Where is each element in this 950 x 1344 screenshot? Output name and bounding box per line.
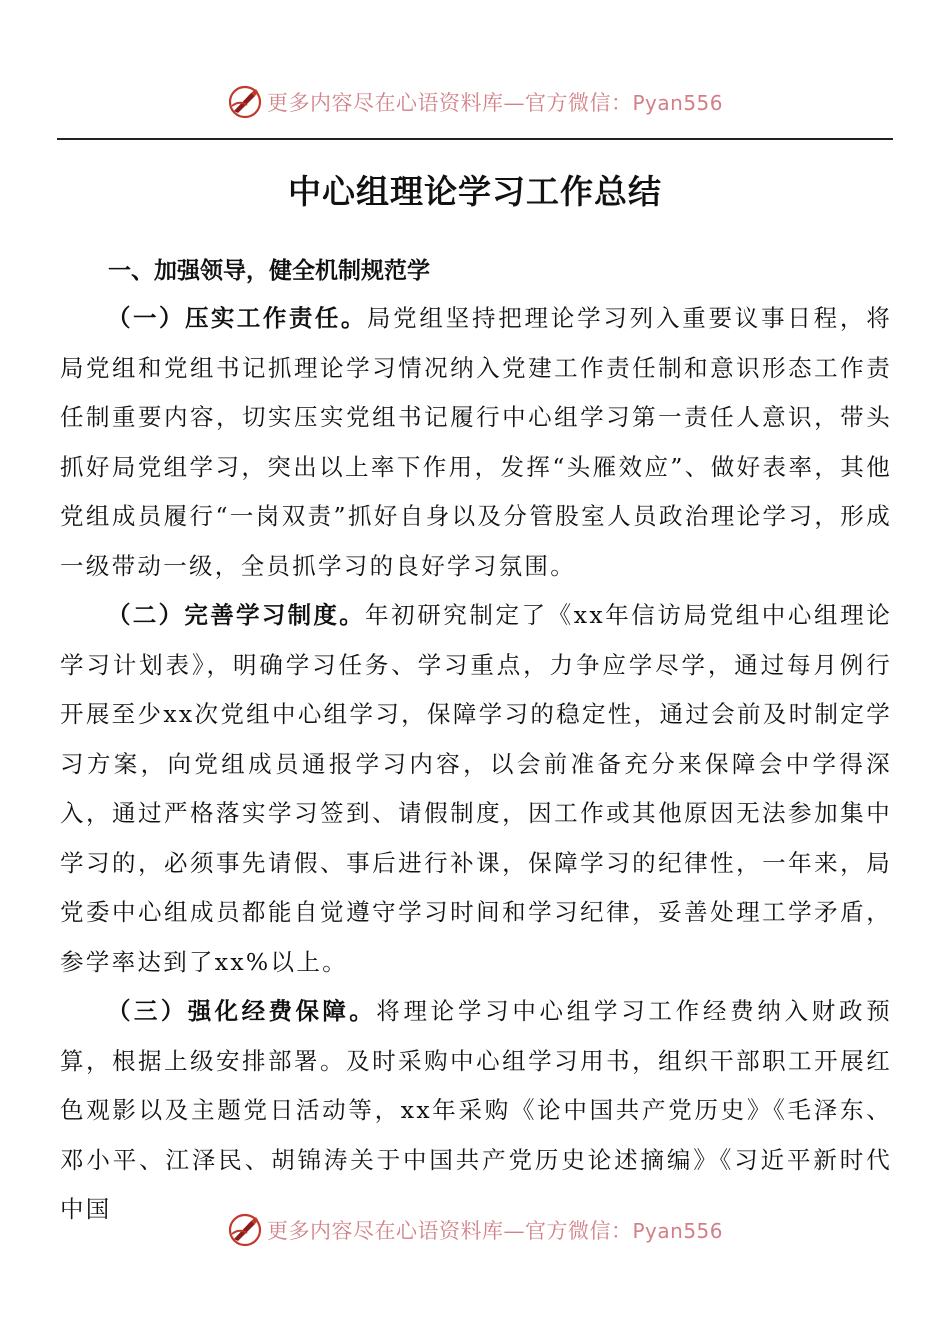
paragraph-body: 将理论学习中心组学习工作经费纳入财政预算，根据上级安排部署。及时采购中心组学习用书，组织干部职工开展红色观影以及主题党日活动等，xx年采购《论中国共产党历史》《毛泽东、邓小平、江泽民、胡锦涛关于中国共产党历史论述摘编》《习近平新时代中国 — [60, 997, 893, 1223]
footer-watermark — [0, 1210, 950, 1250]
paragraph-lead: （三）强化经费保障。 — [107, 997, 377, 1025]
document-title: 中心组理论学习工作总结 — [288, 172, 662, 211]
paragraph-lead: （一）压实工作责任。 — [107, 304, 367, 332]
header-watermark — [0, 82, 950, 122]
pen-nib-logo-icon — [227, 84, 263, 120]
watermark-wechat-id: Pyan556 — [632, 1219, 723, 1243]
paragraph-body: 年初研究制定了《xx年信访局党组中心组理论学习计划表》，明确学习任务、学习重点，力争应学尽学，通过每月例行开展至少xx次党组中心组学习，保障学习的稳定性，通过会前及时制定学习方案，向党组成员通报学习内容，以会前准备充分来保障会中学得深入，通过严格落实学习签到、请假制度，因工作或其他原因无法参加集中学习的，必须事先请假、事后进行补课，保障学习的纪律性，一年来，局党委中心组成员都能自觉遵守学习时间和学习纪律，妥善处理工学矛盾，参学率达到了xx%以上。 — [60, 601, 892, 976]
paragraph-1 — [60, 294, 892, 591]
watermark-text: 更多内容尽在心语资料库—官方微信： — [266, 1219, 633, 1243]
section-heading: 一、加强领导，健全机制规范学 — [108, 258, 430, 284]
paragraph-lead: （二）完善学习制度。 — [107, 601, 365, 629]
watermark-text: 更多内容尽在心语资料库—官方微信： — [266, 91, 633, 115]
pen-nib-logo-icon — [227, 1212, 263, 1248]
paragraph-body: 局党组坚持把理论学习列入重要议事日程，将局党组和党组书记抓理论学习情况纳入党建工作责任制和意识形态工作责任制重要内容，切实压实党组书记履行中心组学习第一责任人意识，带头抓好局党组学习，突出以上率下作用，发挥“头雁效应”、做好表率，其他党组成员履行“一岗双责”抓好自身以及分管股室人员政治理论学习，形成一级带动一级，全员抓学习的良好学习氛围。 — [60, 304, 892, 580]
header-divider — [57, 138, 893, 140]
paragraph-3 — [60, 987, 892, 1235]
paragraph-2 — [60, 591, 892, 987]
document-body — [60, 294, 892, 1235]
watermark-wechat-id: Pyan556 — [632, 91, 723, 115]
